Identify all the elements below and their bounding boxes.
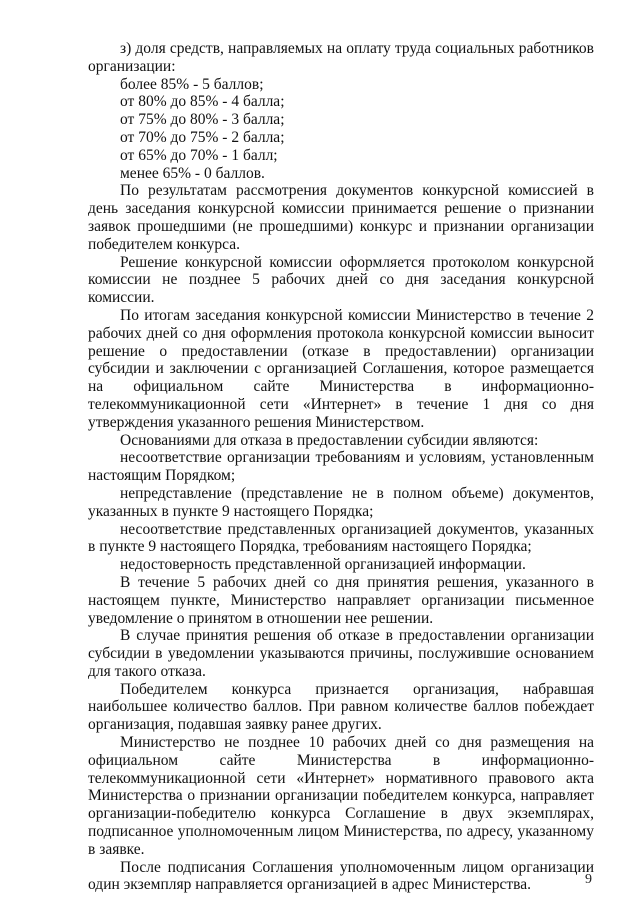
paragraph-signing: После подписания Соглашения уполномоченным лицом организации один экземпляр направляется организацией в адрес Министерства. bbox=[88, 858, 594, 894]
refusal-grounds-list bbox=[88, 449, 594, 574]
refusal-ground-item: недостоверность представленной организацией информации. bbox=[120, 556, 526, 574]
paragraph-refusal-grounds-intro: Основаниями для отказа в предоставлении субсидии являются: bbox=[120, 431, 539, 449]
score-item: от 75% до 80% - 3 балла; bbox=[120, 111, 285, 129]
paragraph-agreement: Министерство не позднее 10 рабочих дней со дня размещения на официальном сайте Министерства в информационно-телекоммуникационной сети «Интернет» нормативного правового акта Министерства о признании организации победителем конкурса, направляет организации-победителю конкурса Соглашение в двух экземплярах, подписанное уполномоченным лицом Министерства, по адресу, указанному в заявке. bbox=[88, 734, 594, 858]
score-item: от 70% до 75% - 2 балла; bbox=[120, 128, 285, 146]
refusal-ground-item: непредставление (представление не в полном объеме) документов, указанных в пункте 9 настоящего Порядка; bbox=[88, 484, 594, 520]
score-item: от 65% до 70% - 1 балл; bbox=[120, 146, 278, 164]
score-item: от 80% до 85% - 4 балла; bbox=[120, 93, 285, 111]
scores-heading: з) доля средств, направляемых на оплату труда социальных работников организации: bbox=[88, 40, 594, 75]
paragraph-notification: В течение 5 рабочих дней со дня принятия решения, указанного в настоящем пункте, Министерство направляет организации письменное уведомление о принятом в отношении нее решении. bbox=[88, 573, 594, 627]
paragraph-protocol: Решение конкурсной комиссии оформляется протоколом конкурсной комиссии не позднее 5 рабочих дней со дня заседания конкурсной комиссии. bbox=[88, 253, 594, 307]
refusal-ground-item: несоответствие организации требованиям и условиям, установленным настоящим Порядком; bbox=[88, 449, 594, 485]
score-item: менее 65% - 0 баллов. bbox=[120, 164, 265, 182]
scores-list bbox=[88, 76, 594, 183]
page-number: 9 bbox=[585, 872, 592, 887]
paragraph-ministry-decision: По итогам заседания конкурсной комиссии Министерство в течение 2 рабочих дней со дня оформления протокола конкурсной комиссии выносит решение о предоставлении (отказе в предоставлении) организации субсидии и заключении с организацией Соглашения, которое размещается на официальном сайте Министерства в информационно-телекоммуникационной сети «Интернет» в течение 1 дня со дня утверждения указанного решения Министерством. bbox=[88, 306, 594, 431]
paragraph-refusal-reasons: В случае принятия решения об отказе в предоставлении организации субсидии в уведомлении указываются причины, послужившие основанием для такого отказа. bbox=[88, 627, 594, 680]
score-item: более 85% - 5 баллов; bbox=[120, 75, 264, 93]
refusal-ground-item: несоответствие представленных организацией документов, указанных в пункте 9 настоящего Порядка, требованиям настоящего Порядка; bbox=[88, 520, 594, 556]
paragraph-decision: По результатам рассмотрения документов конкурсной комиссией в день заседания конкурсной комиссии принимается решение о признании заявок прошедшими (не прошедшими) конкурс и признании организации победителем конкурса. bbox=[88, 182, 594, 253]
paragraph-winner: Победителем конкурса признается организация, набравшая наибольшее количество баллов. При равном количестве баллов побеждает организация, подавшая заявку ранее других. bbox=[88, 680, 594, 734]
document-page bbox=[88, 40, 594, 894]
